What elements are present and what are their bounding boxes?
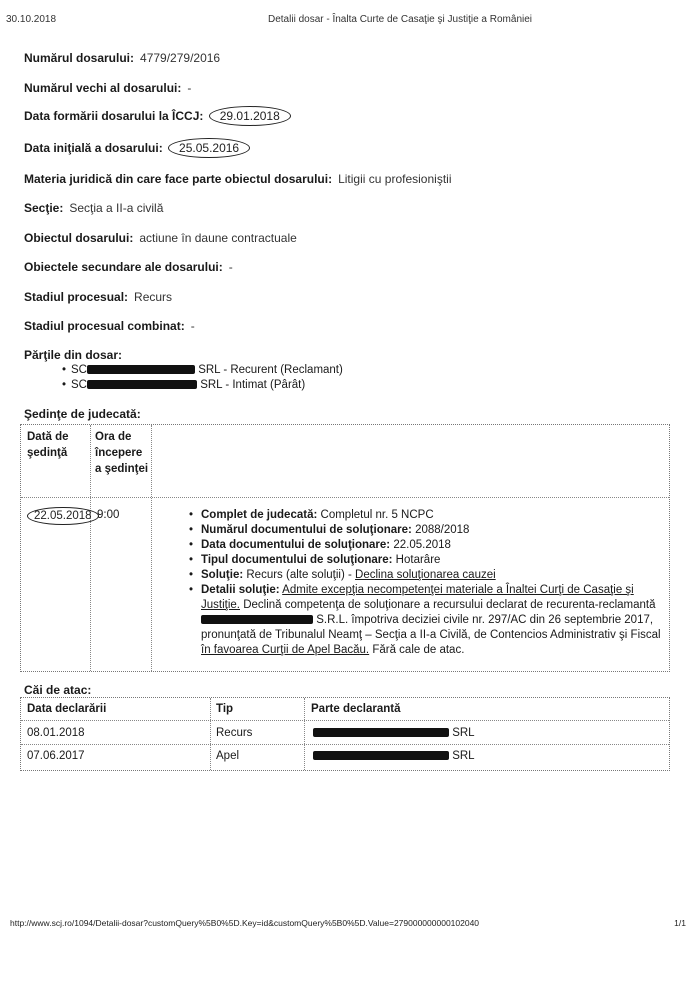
field-data-formarii: Data formării dosarului la ÎCCJ: 29.01.2018 [24, 106, 291, 126]
field-data-initiala: Data iniţială a dosarului: 25.05.2016 [24, 138, 250, 158]
redaction-mark [201, 615, 313, 624]
redaction-mark [87, 380, 197, 389]
detail-tip-doc: • Tipul documentului de soluţionare: Hotarâre [189, 553, 667, 568]
list-item: • SC SRL - Intimat (Pârât) [62, 379, 306, 391]
field-numar-dosar: Numărul dosarului: 4779/279/2016 [24, 51, 221, 65]
detail-detalii-solutie: • Detalii soluţie: Admite excepţia necompetenţei materiale a Înaltei Curţi de Casaţie şi Justiţie. Declină competenţa de soluţionare a recursului declarat de recurenta-reclamantă S.R.L. împotriva deciziei civile nr. 297/AC din 26 septembrie 2017, pronunţată de Tribunalul Neamţ – Secţia a II-a Civilă, de Contencios Administrativ şi Fiscal în favoarea Curţii de Apel Bacău. Fără cale de atac. [189, 583, 667, 658]
footer-url: http://www.scj.ro/1094/Detalii-dosar?customQuery%5B0%5D.Key=id&customQuery%5B0%5D.Value=279000000000102040 [10, 918, 480, 928]
hearings-label: Şedinţe de judecată: [24, 407, 141, 421]
field-obiect: Obiectul dosarului: actiune în daune contractuale [24, 231, 297, 245]
redaction-mark [87, 365, 195, 374]
redaction-mark [313, 728, 449, 737]
detail-data-doc: • Data documentului de soluţionare: 22.05.2018 [189, 538, 667, 553]
field-obiecte-secundare: Obiectele secundare ale dosarului: - [24, 260, 233, 274]
parties-label: Părţile din dosar: [24, 348, 123, 362]
print-footer [10, 918, 686, 928]
parties-list [62, 364, 343, 394]
field-numar-vechi: Numărul vechi al dosarului: - [24, 81, 192, 95]
hearing-details [189, 508, 667, 658]
circled-data-initiala: 25.05.2016 [168, 138, 250, 158]
page-number: 1/1 [674, 918, 686, 928]
col-tip-header: Tip [216, 703, 234, 715]
print-date: 30.10.2018 [6, 14, 57, 25]
col-date-header: Dată de şedinţă [27, 431, 69, 459]
col-time-header: Ora de începere a şedinţei [95, 431, 149, 475]
field-stadiu-combinat: Stadiul procesual combinat: - [24, 319, 195, 333]
circled-data-formarii: 29.01.2018 [209, 106, 291, 126]
hearing-time: 9:00 [97, 509, 120, 521]
detail-solutie: • Soluţie: Recurs (alte soluţii) - Declina soluţionarea cauzei [189, 568, 667, 583]
cai-atac-label: Căi de atac: [24, 683, 92, 697]
col-parte-header: Parte declarantă [311, 703, 401, 715]
print-title: Detalii dosar - Înalta Curte de Casaţie şi Justiţie a României [268, 14, 533, 25]
redaction-mark [313, 751, 449, 760]
col-data-declararii-header: Data declarării [27, 703, 107, 715]
hearings-table [20, 424, 670, 672]
list-item: • SC SRL - Recurent (Reclamant) [62, 364, 343, 376]
field-materia: Materia juridică din care face parte obiectul dosarului: Litigii cu profesioniştii [24, 172, 452, 186]
detail-numar-doc: • Numărul documentului de soluţionare: 2088/2018 [189, 523, 667, 538]
print-header [6, 14, 694, 28]
cai-atac-table: Data declarării Tip Parte declarantă 08.01.2018 Recurs SRL 07.06.2017 Apel SRL [20, 697, 670, 771]
field-stadiu: Stadiul procesual: Recurs [24, 290, 173, 304]
hearing-date: 22.05.2018 [27, 507, 99, 525]
detail-complet: • Complet de judecată: Completul nr. 5 NCPC [189, 508, 667, 523]
field-sectie: Secţie: Secţia a II-a civilă [24, 201, 164, 215]
